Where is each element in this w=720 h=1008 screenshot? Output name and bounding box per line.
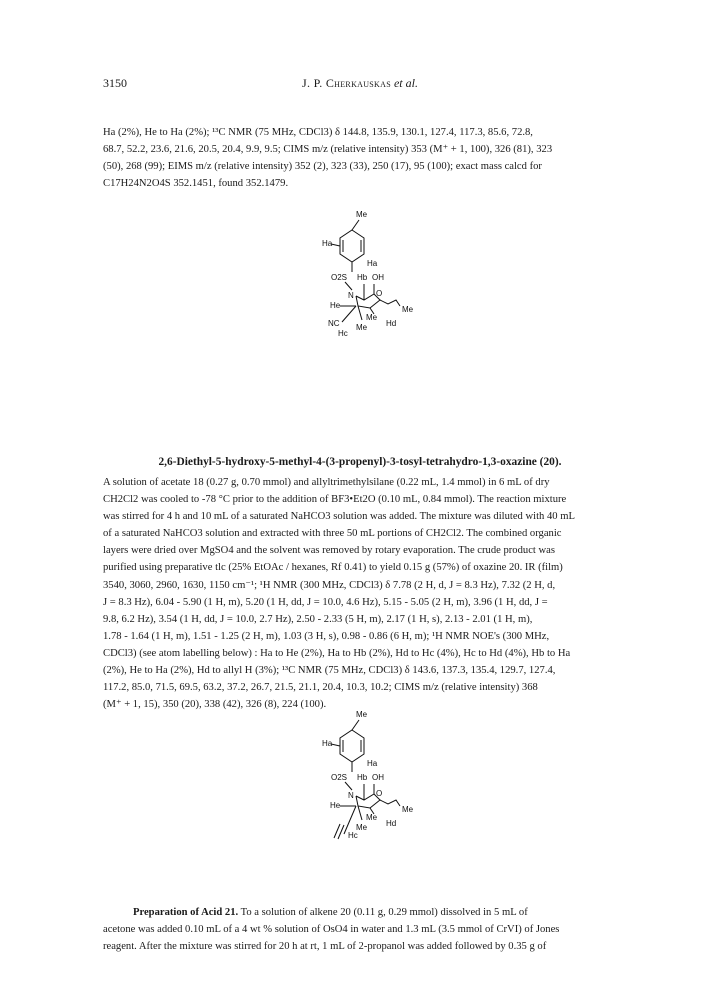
benzene-ring xyxy=(340,730,364,762)
bond xyxy=(352,720,359,730)
label-n: N xyxy=(348,791,354,800)
label-ha-right: Ha xyxy=(367,759,378,768)
structure-1 xyxy=(300,208,420,360)
label-me-low: Me xyxy=(356,323,368,332)
compound-line: 117.2, 85.0, 71.5, 69.5, 63.2, 37.2, 26.7, 21.5, 21.1, 20.4, 10.3, 10.2; CIMS m/z (relative intensity) 368 xyxy=(103,682,538,694)
compound-title: 2,6-Diethyl-5-hydroxy-5-methyl-4-(3-propenyl)-3-tosyl-tetrahydro-1,3-oxazine (20). xyxy=(158,456,562,468)
paragraph-1-line: Ha (2%), He to Ha (2%); ¹³C NMR (75 MHz, CDCl3) δ 144.8, 135.9, 130.1, 127.4, 117.3, 85.6, 72.8, xyxy=(103,127,533,138)
label-ha-left: Ha xyxy=(322,239,333,248)
label-oh: OH xyxy=(372,773,384,782)
ethyl-chain xyxy=(380,800,400,806)
compound-line: 3540, 3060, 2960, 1630, 1150 cm⁻¹; ¹H NMR (300 MHz, CDCl3) δ 7.78 (2 H, d, J = 8.3 Hz), 7.32 (2 H, d, xyxy=(103,579,556,591)
label-hb: Hb xyxy=(357,773,368,782)
bond xyxy=(345,282,352,290)
compound-line: was stirred for 4 h and 10 mL of a saturated NaHCO3 solution was added. The mixture was diluted with 40 mL xyxy=(103,511,575,523)
acid-paragraph xyxy=(103,904,630,955)
oxazine-ring xyxy=(356,294,380,308)
acid-heading: Preparation of Acid 21. xyxy=(133,907,239,918)
bond xyxy=(331,244,340,246)
structure-2 xyxy=(300,708,420,864)
structure-1-drawing xyxy=(300,208,420,360)
structure-2-drawing xyxy=(300,708,420,864)
label-me-right: Me xyxy=(402,305,414,314)
compound-line: layers were dried over MgSO4 and the solvent was removed by rotary evaporation. The crude product was xyxy=(103,545,555,557)
compound-paragraph xyxy=(103,474,630,713)
label-he: He xyxy=(330,801,341,810)
label-o2s: O2S xyxy=(331,273,348,282)
running-head xyxy=(0,76,720,91)
bond xyxy=(345,782,352,790)
running-head-suffix: et al. xyxy=(393,76,418,90)
acid-line: reagent. After the mixture was stirred for 20 h at rt, 1 mL of 2-propanol was added followed by 0.35 g of xyxy=(103,941,547,953)
label-hb: Hb xyxy=(357,273,368,282)
label-oh: OH xyxy=(372,273,384,282)
compound-line: J = 8.3 Hz), 6.04 - 5.90 (1 H, m), 5.20 (1 H, dd, J = 10.0, 4.6 Hz), 5.15 - 5.05 (2 H, m), 3.96 (1 H, dd, J = xyxy=(103,596,548,608)
label-o: O xyxy=(376,289,383,298)
label-ha-left: Ha xyxy=(322,739,333,748)
acid-line: acetone was added 0.10 mL of a 4 wt % solution of OsO4 in water and 1.3 mL (3.5 mmol of CrVI) of Jones xyxy=(103,924,560,936)
label-ha-right: Ha xyxy=(367,259,378,268)
label-hc: Hc xyxy=(348,831,358,840)
compound-line: CDCl3) (see atom labelling below) : Ha to He (2%), Ha to Hb (2%), Hd to Hc (4%), Hc to Hd (4%), Hb to Ha xyxy=(103,647,571,659)
compound-line: purified using preparative tlc (25% EtOAc / hexanes, Rf 0.41) to yield 0.15 g (57%) of oxazine 20. IR (film) xyxy=(103,562,563,574)
paragraph-1-line: (50), 268 (99); EIMS m/z (relative intensity) 352 (2), 323 (33), 250 (17), 95 (100); exact mass calcd for xyxy=(103,161,542,173)
compound-line: 9.8, 6.2 Hz), 3.54 (1 H, dd, J = 10.0, 2.7 Hz), 2.50 - 2.33 (5 H, m), 2.17 (1 H, s), 2.13 - 2.01 (1 H, m), xyxy=(103,613,533,625)
label-hd: Hd xyxy=(386,819,397,828)
paragraph-1 xyxy=(103,124,630,192)
label-me-top: Me xyxy=(356,210,368,219)
label-o2s: O2S xyxy=(331,773,348,782)
paragraph-1-line: C17H24N2O4S 352.1451, found 352.1479. xyxy=(103,178,289,190)
ethyl-chain xyxy=(380,300,400,306)
compound-line: A solution of acetate 18 (0.27 g, 0.70 mmol) and allyltrimethylsilane (0.22 mL, 1.4 mmol) in 6 mL of dry xyxy=(103,477,550,488)
bond xyxy=(331,744,340,746)
label-me-top: Me xyxy=(356,710,368,719)
compound-line: of a saturated NaHCO3 solution and extracted with three 50 mL portions of CH2Cl2. The combined organic xyxy=(103,528,562,540)
benzene-ring xyxy=(340,230,364,262)
acid-first-line xyxy=(103,904,630,921)
paragraph-1-line: 68.7, 52.2, 23.6, 21.6, 20.5, 20.4, 9.9, 9.5; CIMS m/z (relative intensity) 353 (M⁺ + 1, 100), 326 (81), 323 xyxy=(103,144,553,156)
label-hd: Hd xyxy=(386,319,397,328)
compound-line: (2%), He to Ha (2%), Hd to allyl H (3%); ¹³C NMR (75 MHz, CDCl3) δ 143.6, 137.3, 135.4, 129.7, 127.4, xyxy=(103,665,556,677)
bond xyxy=(358,306,362,320)
oxazine-ring xyxy=(356,794,380,808)
label-me-mid: Me xyxy=(366,813,378,822)
acid-line: To a solution of alkene 20 (0.11 g, 0.29 mmol) dissolved in 5 mL of xyxy=(240,907,528,918)
allyl-chain xyxy=(344,806,356,834)
bond xyxy=(358,806,362,820)
compound-line: 1.78 - 1.64 (1 H, m), 1.51 - 1.25 (2 H, m), 1.03 (3 H, s), 0.98 - 0.86 (6 H, m); ¹H NMR NOE's (300 MHz, xyxy=(103,630,550,642)
compound-line: CH2Cl2 was cooled to -78 °C prior to the addition of BF3•Et2O (0.10 mL, 0.84 mmol). The reaction mixture xyxy=(103,494,567,506)
page-number: 3150 xyxy=(103,76,127,90)
bond xyxy=(352,220,359,230)
label-me-mid: Me xyxy=(366,313,378,322)
bond xyxy=(342,306,356,322)
label-hc: Hc xyxy=(338,329,348,338)
label-nc: NC xyxy=(328,319,340,328)
running-head-author: J. P. Cherkauskas xyxy=(302,76,391,90)
label-n: N xyxy=(348,291,354,300)
label-o: O xyxy=(376,789,383,798)
label-me-low: Me xyxy=(356,823,368,832)
compound-line: (M⁺ + 1, 15), 350 (20), 338 (42), 326 (8), 224 (100). xyxy=(103,699,327,711)
label-me-right: Me xyxy=(402,805,414,814)
label-he: He xyxy=(330,301,341,310)
